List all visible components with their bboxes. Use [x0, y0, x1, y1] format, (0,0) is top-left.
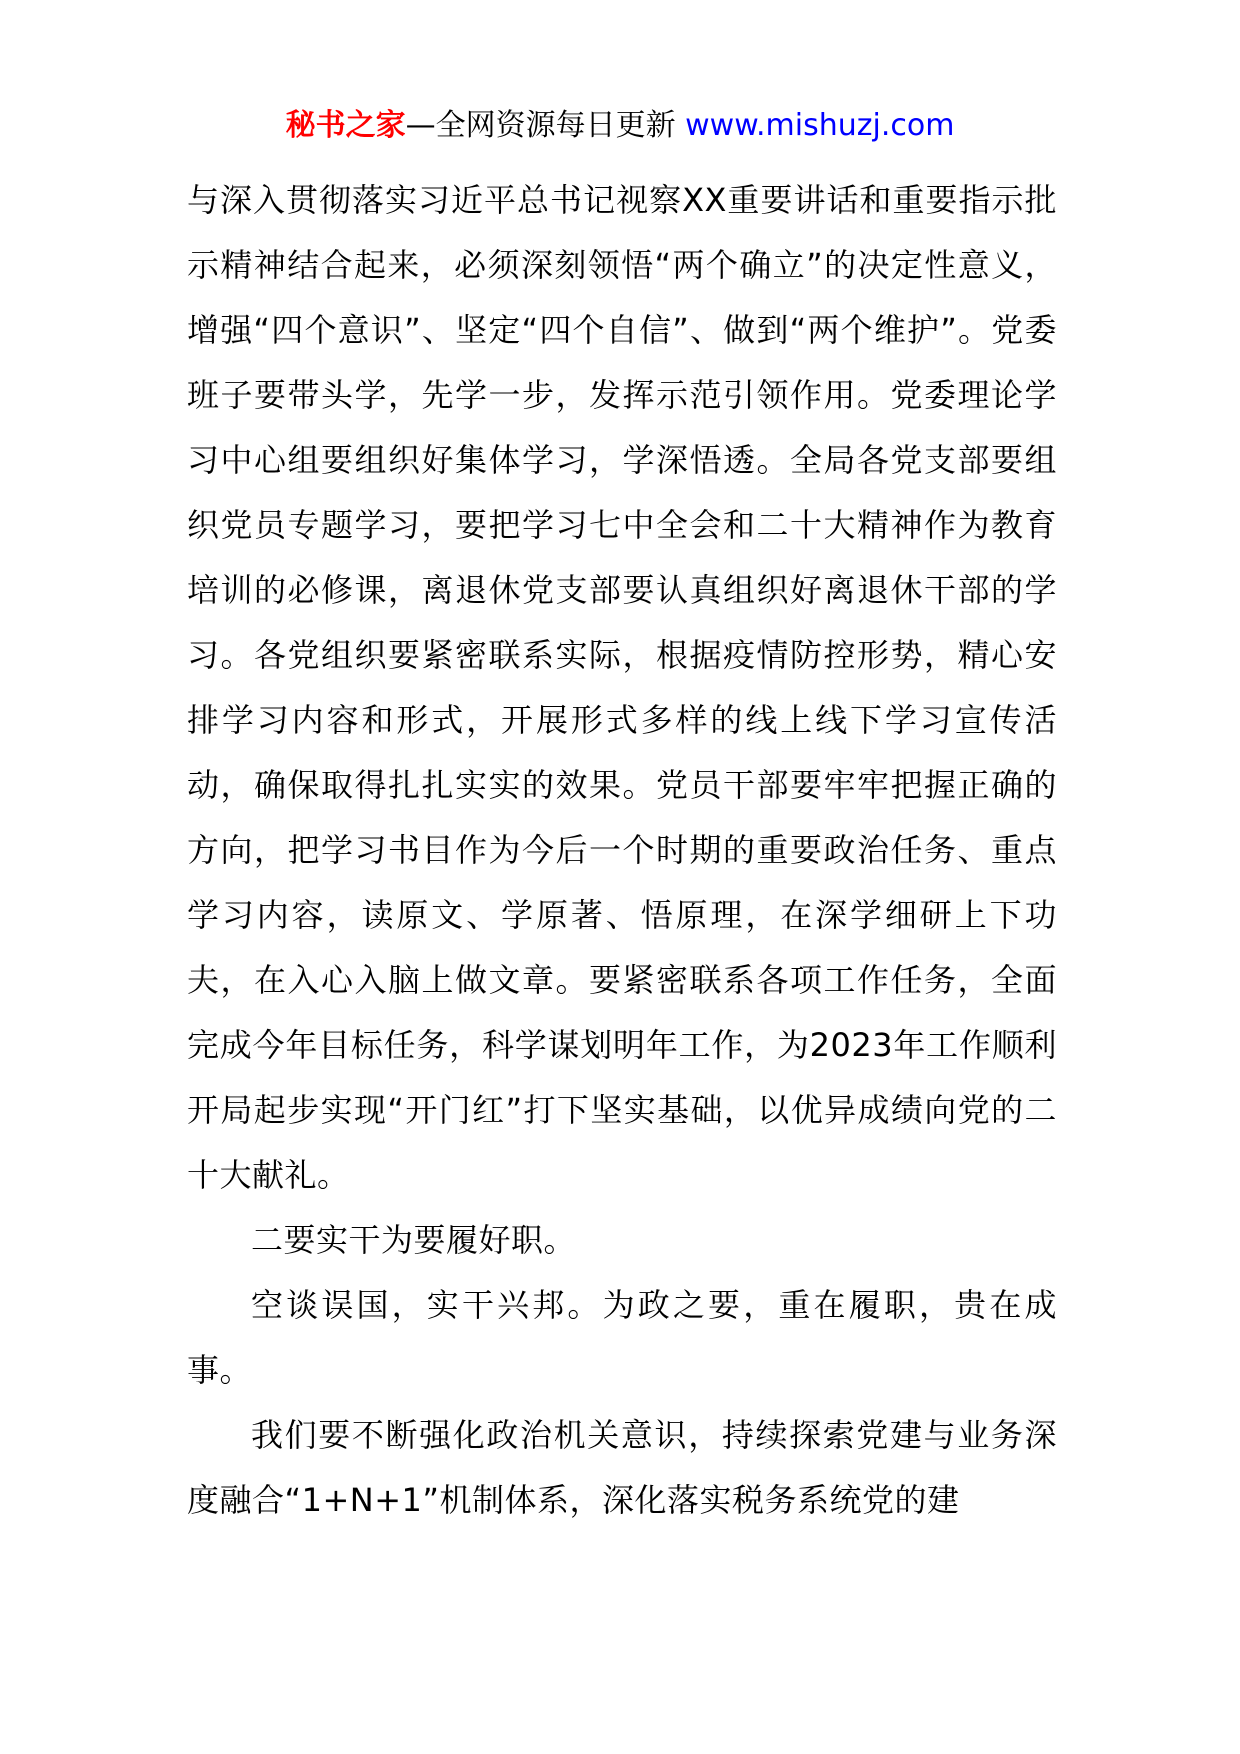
paragraph: 空谈误国，实干兴邦。为政之要，重在履职，贵在成事。: [187, 1286, 1057, 1389]
paragraph-continued: 与深入贯彻落实习近平总书记视察XX重要讲话和重要指示批示精神结合起来，必须深刻领悟“两个确立”的决定性意义，增强“四个意识”、坚定“四个自信”、做到“两个维护”。党委班子要带头学，先学一步，发挥示范引领作用。党委理论学习中心组要组织好集体学习，学深悟透。全局各党支部要组织党员专题学习，要把学习七中全会和二十大精神作为教育培训的必修课，离退休党支部要认真组织好离退休干部的学习。各党组织要紧密联系实际，根据疫情防控形势，精心安排学习内容和形式，开展形式多样的线上线下学习宣传活动，确保取得扎扎实实的效果。党员干部要牢牢把握正确的方向，把学习书目作为今后一个时期的重要政治任务、重点学习内容，读原文、学原著、悟原理，在深学细研上下功夫，在入心入脑上做文章。要紧密联系各项工作任务，全面完成今年目标任务，科学谋划明年工作，为2023年工作顺利开局起步实现“开门红”打下坚实基础，以优异成绩向党的二十大献礼。: [187, 181, 1057, 1194]
document-body: [187, 168, 1057, 1533]
page-header: [0, 104, 1240, 148]
brand-name: 秘书之家: [285, 108, 406, 143]
section-heading: 二要实干为要履好职。: [251, 1221, 577, 1259]
site-url-link[interactable]: www.mishuzj.com: [685, 108, 955, 143]
paragraph: 我们要不断强化政治机关意识，持续探索党建与业务深度融合“1+N+1”机制体系，深化落实税务系统党的建: [187, 1416, 1057, 1519]
header-tagline: —全网资源每日更新: [405, 108, 676, 143]
